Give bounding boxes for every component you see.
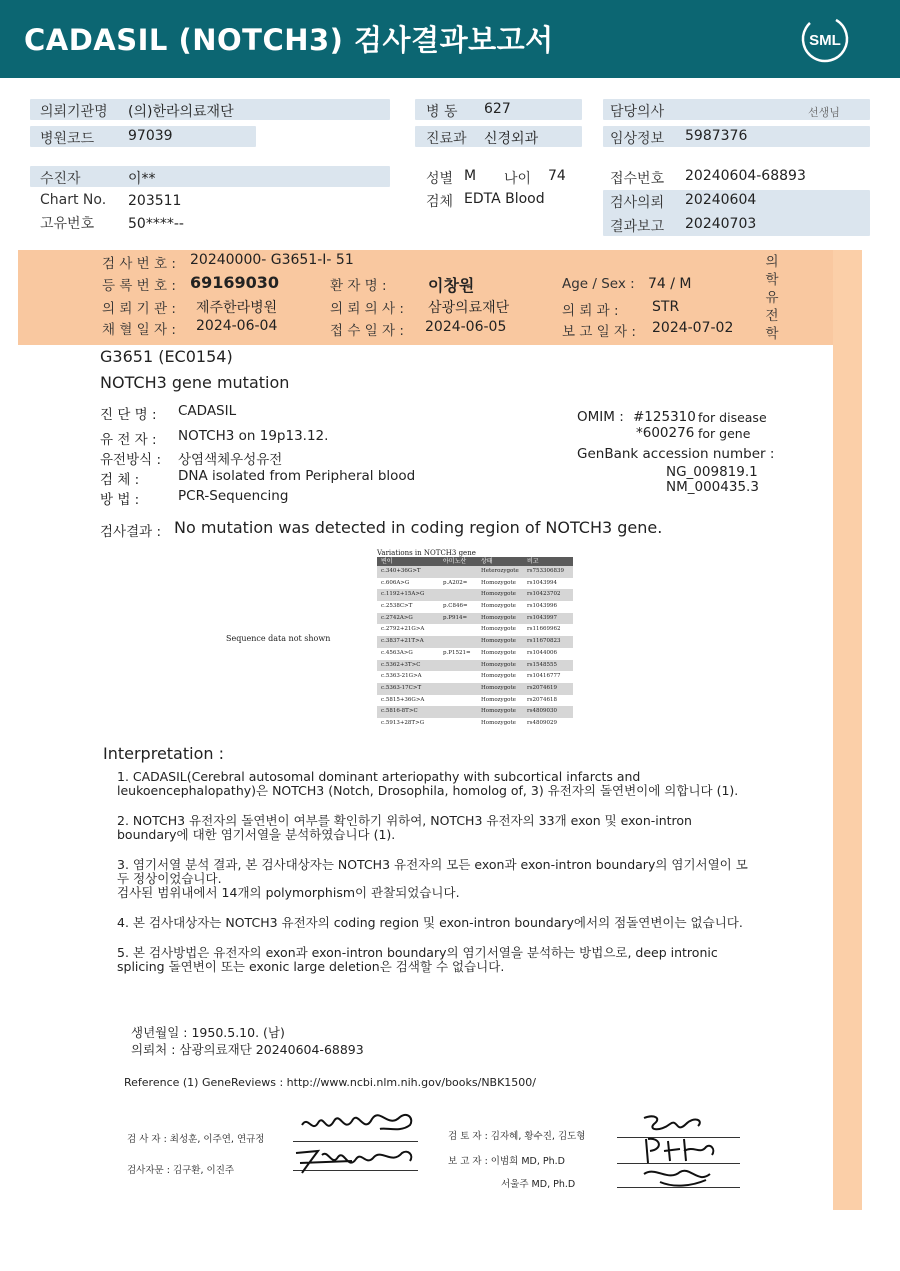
- reg-no-value: 69169030: [190, 273, 280, 292]
- table-cell: c.5913+28T>G: [381, 719, 425, 726]
- receipt-value: 20240604-68893: [685, 168, 806, 184]
- patient-name-label: 환 자 명 :: [330, 278, 387, 294]
- reference: Reference (1) GeneReviews : http://www.ncbi.nlm.nih.gov/books/NBK1500/: [124, 1076, 537, 1089]
- doctor-suffix: 선생님: [808, 106, 840, 119]
- table-cell: c.5816-8T>C: [381, 708, 418, 715]
- table-cell: [443, 683, 481, 695]
- ward-value: 627: [484, 101, 511, 117]
- header-cell: 변이: [381, 558, 393, 565]
- table-cell: c.4563A>G: [381, 649, 413, 656]
- spec-label: 검 체 :: [100, 472, 140, 488]
- side-strip: [833, 250, 862, 1210]
- table-cell: rs11670823: [527, 638, 561, 645]
- request-label: 검사의뢰: [610, 195, 665, 211]
- table-row: [377, 660, 573, 672]
- omim-gene-id: *600276: [636, 425, 695, 441]
- spec-value: DNA isolated from Peripheral blood: [178, 468, 416, 484]
- interp-p2: 2. NOTCH3 유전자의 돌연변이 여부를 확인하기 위하여, NOTCH3 유전자의 33개 exon 및 exon-intron boundary에 대한 염기서열을 분석하였습니다 (1).: [117, 813, 692, 842]
- table-cell: Homozygote: [481, 626, 516, 633]
- patient-bar: [30, 166, 390, 187]
- reporter-name: 보 고 자 : 이범희 MD, Ph.D: [448, 1156, 565, 1167]
- table-row: [377, 683, 573, 695]
- test-no-label: 검 사 번 호 :: [102, 256, 176, 272]
- test-code: G3651 (EC0154): [100, 347, 233, 366]
- table-cell: p.P914=: [443, 614, 468, 621]
- interp-p1: 1. CADASIL(Cerebral autosomal dominant arteriopathy with subcortical infarcts and leukoencephalopathy)은 NOTCH3 (Notch, Drosophila, homolog of, 3) 유전자의 돌연변이에 의합니다 (1).: [117, 769, 739, 798]
- recv-date-label: 접 수 일 자 :: [330, 323, 404, 339]
- table-cell: [443, 660, 481, 672]
- report-label: 결과보고: [610, 219, 665, 235]
- table-cell: [443, 706, 481, 718]
- draw-date-value: 2024-06-04: [196, 318, 278, 334]
- reg-no-label: 등 록 번 호 :: [102, 278, 176, 294]
- uid-value: 50****--: [128, 216, 184, 232]
- tester-names: 검 사 자 : 최성훈, 이주연, 연규정: [127, 1134, 265, 1145]
- table-cell: c.5815+36G>A: [381, 696, 425, 703]
- table-cell: p.A202=: [443, 579, 468, 586]
- specimen-label: 검체: [426, 194, 454, 210]
- req-doc-value: 삼광의료재단: [428, 300, 510, 316]
- table-cell: rs2074619: [527, 684, 557, 691]
- table-cell: rs1043997: [527, 614, 557, 621]
- method-label: 방 법 :: [100, 492, 140, 508]
- dx-label: 진 단 명 :: [100, 407, 157, 423]
- test-no-value: 20240000- G3651-I- 51: [190, 252, 354, 268]
- table-cell: [443, 624, 481, 636]
- table-cell: rs4809029: [527, 719, 557, 726]
- vertical-char: 학: [765, 326, 779, 342]
- req-dept-label: 의 뢰 과 :: [562, 303, 619, 319]
- table-cell: rs10416777: [527, 673, 561, 680]
- variations-table: [377, 549, 573, 730]
- table-caption: Variations in NOTCH3 gene: [377, 549, 476, 557]
- table-row: [377, 671, 573, 683]
- result-label: 검사결과 :: [100, 524, 162, 540]
- agesex-label: Age / Sex :: [562, 276, 635, 292]
- table-cell: [443, 718, 481, 730]
- table-cell: c.5363-17C>T: [381, 684, 422, 691]
- mode-value: 상염색체우성유전: [178, 452, 283, 468]
- table-cell: rs2074618: [527, 696, 557, 703]
- omim-label: OMIM :: [577, 409, 624, 425]
- method-value: PCR-Sequencing: [178, 488, 289, 504]
- vertical-char: 유: [765, 290, 779, 306]
- rep-date-value: 2024-07-02: [652, 320, 734, 336]
- ward-label: 병 동: [426, 104, 458, 120]
- table-row: [377, 718, 573, 730]
- table-cell: [443, 671, 481, 683]
- header-cell: 상태: [481, 558, 493, 565]
- genbank-nm: NM_000435.3: [666, 479, 759, 495]
- clinical-label: 임상정보: [610, 131, 665, 147]
- table-cell: rs753306839: [527, 568, 564, 574]
- table-cell: p.P1521=: [443, 649, 471, 656]
- patient-name-value: 이창원: [428, 276, 475, 295]
- req-dept-value: STR: [652, 299, 680, 315]
- tester-signature: [300, 1103, 420, 1143]
- table-cell: Homozygote: [481, 638, 516, 645]
- table-cell: Homozygote: [481, 696, 516, 703]
- table-cell: c.2792+21G>A: [381, 626, 425, 633]
- gene-label: 유 전 자 :: [100, 432, 157, 448]
- table-cell: rs1548555: [527, 661, 557, 668]
- test-name: NOTCH3 gene mutation: [100, 373, 290, 392]
- vertical-char: 의: [765, 254, 779, 270]
- advisor-signature: [292, 1143, 420, 1177]
- dx-value: CADASIL: [178, 403, 237, 419]
- vertical-char: 전: [765, 308, 779, 324]
- table-cell: Homozygote: [481, 684, 516, 691]
- reporter2-signature: [640, 1162, 720, 1190]
- sex-label: 성별: [426, 171, 454, 187]
- table-cell: Homozygote: [481, 649, 516, 656]
- hospital-code-value: 97039: [128, 128, 173, 144]
- table-cell: [443, 566, 481, 578]
- request-value: 20240604: [685, 192, 757, 208]
- table-cell: Homozygote: [481, 708, 516, 715]
- chart-value: 203511: [128, 193, 182, 209]
- header-cell: 비고: [527, 558, 539, 565]
- table-cell: c.2742A>G: [381, 614, 413, 621]
- table-cell: c.5363-21G>A: [381, 673, 422, 680]
- chart-label: Chart No.: [40, 192, 107, 208]
- table-cell: rs11669962: [527, 626, 561, 633]
- genbank-ng: NG_009819.1: [666, 464, 758, 480]
- interp-p3a: 3. 염기서열 분석 결과, 본 검사대상자는 NOTCH3 유전자의 모든 exon과 exon-intron boundary의 염기서열이 모두 정상이었습니다.: [117, 857, 748, 886]
- institution-label: 의뢰기관명: [40, 104, 108, 120]
- sex-value: M: [464, 168, 477, 184]
- interp-p3b: 검사된 범위내에서 14개의 polymorphism이 관찰되었습니다.: [117, 885, 460, 900]
- report-value: 20240703: [685, 216, 757, 232]
- table-cell: Homozygote: [481, 579, 516, 586]
- table-cell: Homozygote: [481, 719, 516, 726]
- table-row: [377, 648, 573, 660]
- header-cell: 아미노산: [443, 558, 467, 565]
- uid-label: 고유번호: [40, 216, 95, 232]
- req-doc-label: 의 뢰 의 사 :: [330, 301, 404, 317]
- birth-date: 생년월일 : 1950.5.10. (남): [131, 1025, 285, 1040]
- age-label: 나이: [504, 171, 532, 187]
- table-row: [377, 601, 573, 613]
- table-row: [377, 695, 573, 707]
- patient-value: 이**: [128, 171, 156, 187]
- advisor-names: 검사자문 : 김구환, 이진주: [127, 1165, 235, 1176]
- age-value: 74: [548, 168, 566, 184]
- omim-disease-id: #125310: [633, 409, 696, 425]
- table-body: [377, 566, 573, 730]
- table-cell: rs1044006: [527, 649, 557, 656]
- doctor-label: 담당의사: [610, 104, 665, 120]
- table-cell: c.1192+15A>G: [381, 591, 425, 598]
- req-inst-value: 제주한라병원: [196, 300, 278, 316]
- logo-text: SML: [809, 32, 841, 49]
- table-row: [377, 624, 573, 636]
- table-cell: Heterozygote: [481, 568, 519, 574]
- table-row: [377, 636, 573, 648]
- table-row: [377, 566, 573, 578]
- table-cell: Homozygote: [481, 591, 516, 598]
- dept-label: 진료과: [426, 131, 467, 147]
- draw-date-label: 채 혈 일 자 :: [102, 322, 176, 338]
- table-cell: rs4809030: [527, 708, 557, 715]
- table-cell: c.606A>G: [381, 579, 410, 586]
- institution-value: (의)한라의료재단: [128, 104, 234, 120]
- table-row: [377, 706, 573, 718]
- table-row: [377, 589, 573, 601]
- reviewer-names: 검 토 자 : 김자혜, 황수진, 김도형: [448, 1131, 586, 1142]
- specimen-value: EDTA Blood: [464, 191, 545, 207]
- interpretation-title: Interpretation :: [103, 744, 224, 763]
- table-cell: [443, 589, 481, 601]
- table-cell: p.C846=: [443, 603, 468, 610]
- table-cell: c.2538C>T: [381, 603, 413, 610]
- table-cell: rs1043996: [527, 603, 557, 610]
- clinical-value: 5987376: [685, 128, 748, 144]
- table-cell: c.340+36G>T: [381, 568, 421, 574]
- referring-inst: 의뢰처 : 삼광의료재단 20240604-68893: [131, 1042, 364, 1057]
- reporter-signature: [640, 1135, 720, 1165]
- interp-p5: 5. 본 검사방법은 유전자의 exon과 exon-intron boundary의 염기서열을 분석하는 방법으로, deep intronic splicing 돌연변이 또는 exonic large deletion은 검색할 수 없습니다.: [117, 945, 718, 974]
- table-cell: [443, 695, 481, 707]
- omim-disease-desc: for disease: [698, 410, 767, 425]
- table-cell: c.5362+3T>C: [381, 661, 421, 668]
- dept-value: 신경외과: [484, 131, 539, 147]
- page-title: CADASIL (NOTCH3) 검사결과보고서: [24, 23, 554, 57]
- sequence-note: Sequence data not shown: [226, 634, 331, 643]
- hospital-code-label: 병원코드: [40, 131, 95, 147]
- mode-label: 유전방식 :: [100, 452, 162, 468]
- interpretation-body: [117, 770, 749, 990]
- table-row: [377, 578, 573, 590]
- dept-vertical-label: [765, 253, 779, 343]
- table-cell: Homozygote: [481, 603, 516, 610]
- sml-logo: [800, 14, 850, 64]
- result-value: No mutation was detected in coding region of NOTCH3 gene.: [174, 518, 663, 537]
- table-header: [377, 557, 573, 566]
- vertical-char: 학: [765, 272, 779, 288]
- table-cell: rs1043994: [527, 579, 557, 586]
- table-cell: rs10423702: [527, 591, 561, 598]
- omim-gene-desc: for gene: [698, 426, 751, 441]
- req-inst-label: 의 뢰 기 관 :: [102, 301, 176, 317]
- rep-date-label: 보 고 일 자 :: [562, 324, 636, 340]
- table-row: [377, 613, 573, 625]
- patient-label: 수진자: [40, 171, 81, 187]
- genbank-label: GenBank accession number :: [577, 446, 775, 462]
- table-cell: Homozygote: [481, 673, 516, 680]
- reporter2-name: 서울주 MD, Ph.D: [501, 1179, 576, 1190]
- table-cell: Homozygote: [481, 661, 516, 668]
- table-cell: [443, 636, 481, 648]
- table-cell: c.3837+21T>A: [381, 638, 424, 645]
- table-cell: Homozygote: [481, 614, 516, 621]
- receipt-label: 접수번호: [610, 171, 665, 187]
- recv-date-value: 2024-06-05: [425, 319, 507, 335]
- gene-value: NOTCH3 on 19p13.12.: [178, 428, 329, 444]
- interp-p4: 4. 본 검사대상자는 NOTCH3 유전자의 coding region 및 exon-intron boundary에서의 점돌연변이는 없습니다.: [117, 915, 743, 930]
- agesex-value: 74 / M: [648, 276, 692, 292]
